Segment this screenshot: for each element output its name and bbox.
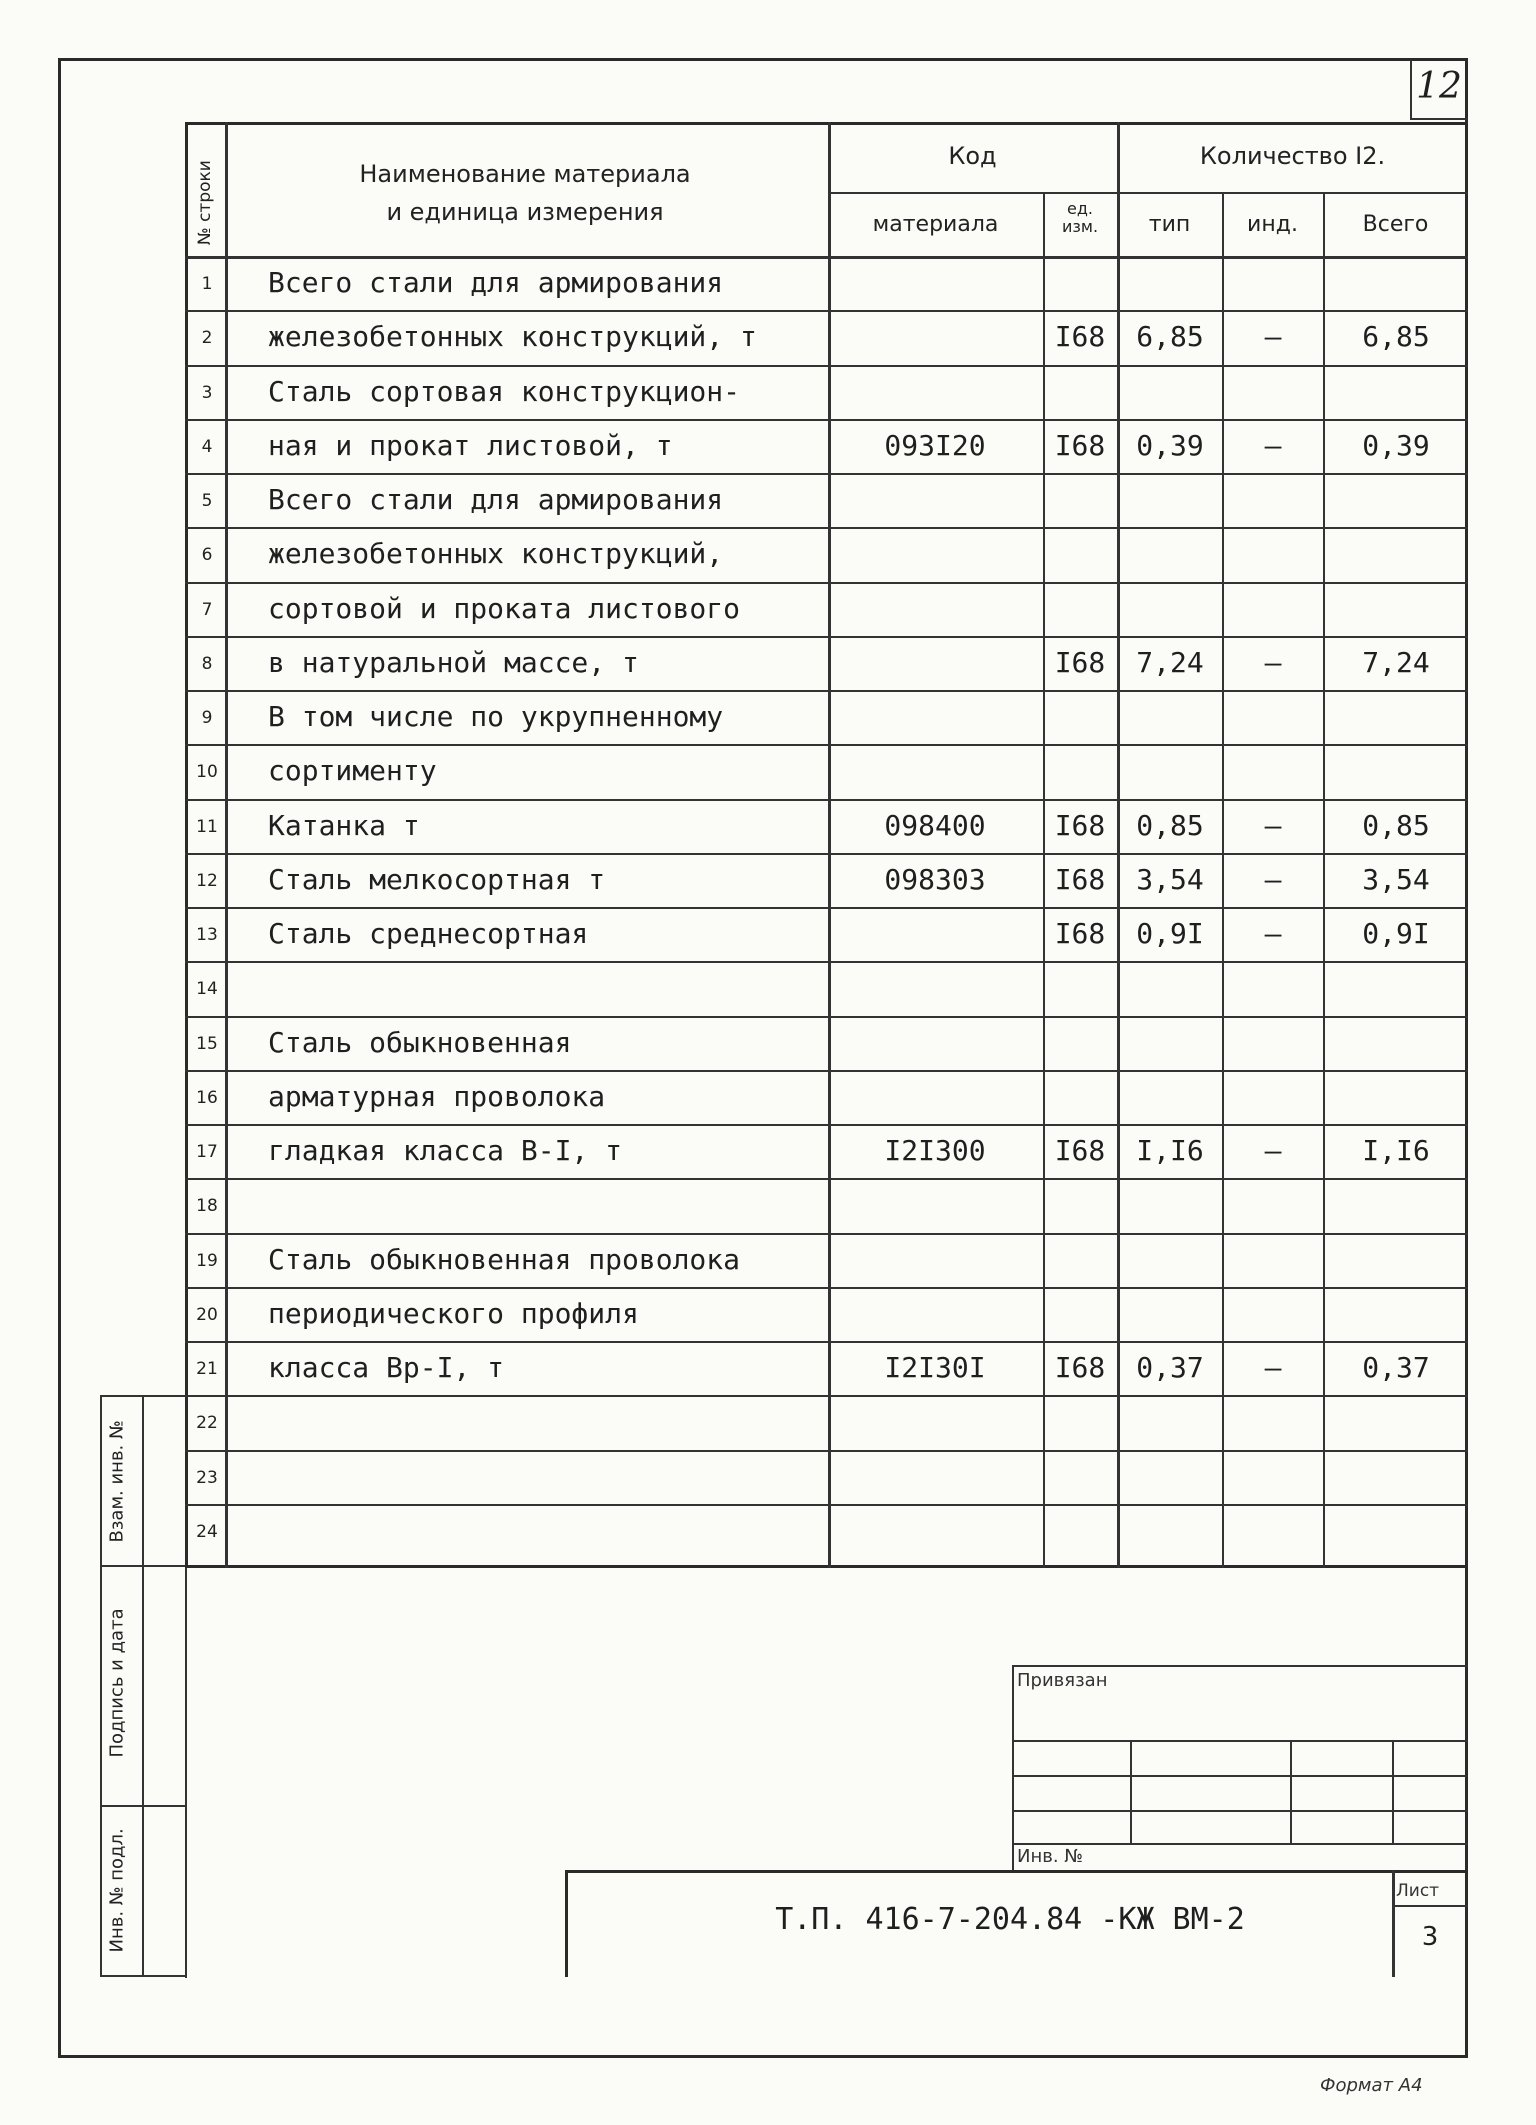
quantity-ind: – bbox=[1264, 1351, 1282, 1384]
quantity-total: 6,85 bbox=[1362, 320, 1430, 353]
row-number: 16 bbox=[196, 1088, 218, 1108]
quantity-total: 3,54 bbox=[1362, 863, 1430, 896]
material-code: 098400 bbox=[884, 809, 986, 842]
sheet-label: Лист bbox=[1396, 1881, 1440, 1901]
quantity-total: I,I6 bbox=[1362, 1134, 1430, 1167]
row-number-header: № строки bbox=[195, 160, 215, 245]
code-unit-header: ед. изм. bbox=[1061, 199, 1099, 236]
row-number: 11 bbox=[196, 817, 218, 837]
quantity-total: 0,85 bbox=[1362, 809, 1430, 842]
material-name: Всего стали для армирования bbox=[268, 266, 724, 299]
format-label: Формат А4 bbox=[1320, 2075, 1423, 2096]
sheet-number: 3 bbox=[1421, 1922, 1439, 1952]
row-number: 14 bbox=[196, 979, 218, 999]
material-name: в натуральной массе, т bbox=[268, 646, 639, 679]
code-material-header: материала bbox=[872, 212, 999, 237]
quantity-type: 3,54 bbox=[1136, 863, 1204, 896]
material-name: класса Вр-I, т bbox=[268, 1351, 505, 1384]
material-name: гладкая класса В-I, т bbox=[268, 1134, 623, 1167]
row-number: 12 bbox=[196, 871, 218, 891]
material-name: Сталь среднесортная bbox=[268, 917, 589, 950]
row-number: 3 bbox=[201, 383, 213, 403]
row-number: 9 bbox=[201, 708, 213, 728]
quantity-type-header: тип bbox=[1148, 212, 1191, 237]
row-number: 1 bbox=[201, 274, 213, 294]
quantity-type: 6,85 bbox=[1136, 320, 1204, 353]
quantity-type: 0,85 bbox=[1136, 809, 1204, 842]
quantity-ind: – bbox=[1264, 429, 1282, 462]
quantity-ind: – bbox=[1264, 863, 1282, 896]
page-number: 12 bbox=[1416, 66, 1462, 107]
material-name: Сталь обыкновенная bbox=[268, 1026, 572, 1059]
code-group-header: Код bbox=[948, 142, 997, 170]
attached-block bbox=[1012, 1665, 1468, 1870]
row-number: 7 bbox=[201, 600, 213, 620]
row-number: 13 bbox=[196, 925, 218, 945]
quantity-total: 7,24 bbox=[1362, 646, 1430, 679]
document-code: Т.П. 416-7-204.84 -КЖ ВМ-2 bbox=[775, 1902, 1245, 1937]
quantity-type: 0,37 bbox=[1136, 1351, 1204, 1384]
sign-date-label: Подпись и дата bbox=[106, 1608, 128, 1758]
unit-code: I68 bbox=[1054, 429, 1106, 462]
quantity-type: 7,24 bbox=[1136, 646, 1204, 679]
row-number: 2 bbox=[201, 328, 213, 348]
inv-replace-label: Взам. инв. № bbox=[106, 1420, 128, 1543]
row-number: 6 bbox=[201, 545, 213, 565]
row-number: 18 bbox=[196, 1196, 218, 1216]
row-number: 15 bbox=[196, 1034, 218, 1054]
material-name: железобетонных конструкций, bbox=[268, 537, 724, 570]
material-name: В том числе по укрупненному bbox=[268, 700, 724, 733]
name-header-line2: и единица измерения bbox=[386, 198, 664, 226]
material-name: Сталь обыкновенная проволока bbox=[268, 1243, 741, 1276]
inv-no-label: Инв. № bbox=[1017, 1846, 1084, 1867]
name-header-line1: Наименование материала bbox=[359, 160, 691, 188]
material-name: Всего стали для армирования bbox=[268, 483, 724, 516]
row-number: 20 bbox=[196, 1305, 218, 1325]
row-number: 8 bbox=[201, 654, 213, 674]
row-number: 19 bbox=[196, 1251, 218, 1271]
quantity-total-header: Всего bbox=[1362, 212, 1429, 237]
quantity-ind: – bbox=[1264, 917, 1282, 950]
row-number: 4 bbox=[201, 437, 213, 457]
unit-code: I68 bbox=[1054, 863, 1106, 896]
unit-code: I68 bbox=[1054, 320, 1106, 353]
row-number: 24 bbox=[196, 1522, 218, 1542]
unit-code: I68 bbox=[1054, 809, 1106, 842]
quantity-ind: – bbox=[1264, 1134, 1282, 1167]
quantity-group-header: Количество I2. bbox=[1199, 142, 1386, 170]
quantity-ind: – bbox=[1264, 646, 1282, 679]
material-name: Катанка т bbox=[268, 809, 420, 842]
quantity-ind: – bbox=[1264, 320, 1282, 353]
quantity-total: 0,9I bbox=[1362, 917, 1430, 950]
material-name: ная и прокат листовой, т bbox=[268, 429, 673, 462]
material-name: сортовой и проката листового bbox=[268, 592, 741, 625]
unit-code: I68 bbox=[1054, 1134, 1106, 1167]
quantity-ind-header: инд. bbox=[1247, 212, 1298, 237]
unit-code: I68 bbox=[1054, 646, 1106, 679]
unit-code: I68 bbox=[1054, 1351, 1106, 1384]
row-number: 23 bbox=[196, 1468, 218, 1488]
material-code: 093I20 bbox=[884, 429, 986, 462]
attached-label: Привязан bbox=[1017, 1670, 1108, 1691]
quantity-total: 0,37 bbox=[1362, 1351, 1430, 1384]
material-name: сортименту bbox=[268, 754, 437, 787]
material-code: I2I30I bbox=[884, 1351, 986, 1384]
material-name: Сталь мелкосортная т bbox=[268, 863, 606, 896]
material-code: 098303 bbox=[884, 863, 986, 896]
material-name: арматурная проволока bbox=[268, 1080, 606, 1113]
material-name: железобетонных конструкций, т bbox=[268, 320, 757, 353]
quantity-type: I,I6 bbox=[1136, 1134, 1204, 1167]
quantity-type: 0,39 bbox=[1136, 429, 1204, 462]
row-number: 10 bbox=[196, 762, 218, 782]
quantity-ind: – bbox=[1264, 809, 1282, 842]
material-name: Сталь сортовая конструкцион- bbox=[268, 375, 741, 408]
row-number: 22 bbox=[196, 1413, 218, 1433]
material-code: I2I300 bbox=[884, 1134, 986, 1167]
material-name: периодического профиля bbox=[268, 1297, 639, 1330]
inv-orig-label: Инв. № подл. bbox=[106, 1828, 128, 1953]
row-number: 21 bbox=[196, 1359, 218, 1379]
row-number: 17 bbox=[196, 1142, 218, 1162]
unit-code: I68 bbox=[1054, 917, 1106, 950]
row-number: 5 bbox=[201, 491, 213, 511]
quantity-type: 0,9I bbox=[1136, 917, 1204, 950]
quantity-total: 0,39 bbox=[1362, 429, 1430, 462]
